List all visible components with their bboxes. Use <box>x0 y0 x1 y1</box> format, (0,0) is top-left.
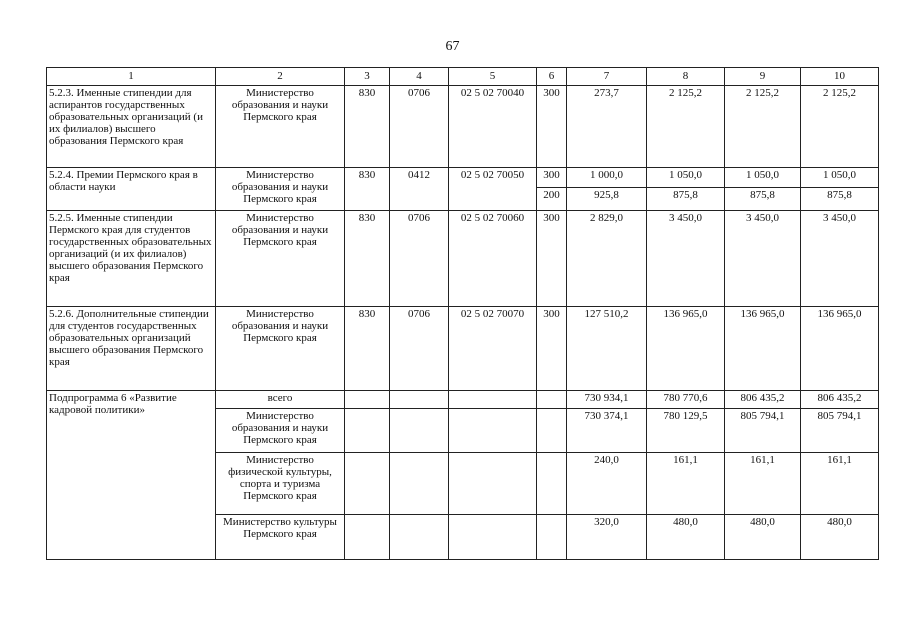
value-cell: 480,0 <box>725 515 801 560</box>
header-row <box>47 68 879 86</box>
table-row <box>47 211 879 307</box>
value-cell: 806 435,2 <box>725 391 801 409</box>
value-cell: 3 450,0 <box>725 211 801 307</box>
ministry-cell: Министерство культуры Пермского края <box>216 515 345 560</box>
value-cell: 2 125,2 <box>647 86 725 168</box>
code-cell: 830 <box>345 168 390 211</box>
value-cell: 730 934,1 <box>567 391 647 409</box>
target-code-cell: 02 5 02 70040 <box>449 86 537 168</box>
type-cell: 300 <box>537 211 567 307</box>
value-cell: 273,7 <box>567 86 647 168</box>
value-cell: 730 374,1 <box>567 409 647 453</box>
header-cell: 4 <box>390 68 449 86</box>
type-cell: 300 <box>537 86 567 168</box>
value-cell: 136 965,0 <box>725 307 801 391</box>
value-cell: 161,1 <box>725 453 801 515</box>
budget-table <box>46 67 879 560</box>
value-cell: 136 965,0 <box>647 307 725 391</box>
type-cell: 300 <box>537 307 567 391</box>
page-number: 67 <box>445 39 460 54</box>
value-cell: 2 125,2 <box>725 86 801 168</box>
value-cell: 875,8 <box>801 188 879 211</box>
value-cell: 875,8 <box>725 188 801 211</box>
table-row <box>47 307 879 391</box>
value-cell: 161,1 <box>647 453 725 515</box>
table-row <box>47 86 879 168</box>
value-cell: 3 450,0 <box>801 211 879 307</box>
value-cell: 320,0 <box>567 515 647 560</box>
header-cell: 8 <box>647 68 725 86</box>
value-cell: 3 450,0 <box>647 211 725 307</box>
value-cell: 240,0 <box>567 453 647 515</box>
header-cell: 9 <box>725 68 801 86</box>
ministry-cell: Министерство образования и науки Пермского края <box>216 168 345 211</box>
header-cell: 6 <box>537 68 567 86</box>
subprogram-name: Подпрограмма 6 «Развитие кадровой политики» <box>47 391 216 560</box>
value-cell: 1 050,0 <box>725 168 801 188</box>
value-cell: 2 125,2 <box>801 86 879 168</box>
type-cell: 300 <box>537 168 567 188</box>
header-cell: 10 <box>801 68 879 86</box>
header-cell: 7 <box>567 68 647 86</box>
value-cell: 480,0 <box>647 515 725 560</box>
target-code-cell: 02 5 02 70060 <box>449 211 537 307</box>
ministry-cell: всего <box>216 391 345 409</box>
item-name: 5.2.6. Дополнительные стипендии для студентов государственных образовательных организаций высшего образования Пермского края <box>47 307 216 391</box>
value-cell: 1 050,0 <box>647 168 725 188</box>
value-cell: 1 050,0 <box>801 168 879 188</box>
code-cell: 830 <box>345 86 390 168</box>
value-cell: 925,8 <box>567 188 647 211</box>
header-cell: 2 <box>216 68 345 86</box>
code-cell: 830 <box>345 211 390 307</box>
ministry-cell: Министерство образования и науки Пермского края <box>216 211 345 307</box>
item-name: 5.2.5. Именные стипендии Пермского края для студентов государственных образовательных организаций (и их филиалов) высшего образования Пермского края <box>47 211 216 307</box>
value-cell: 161,1 <box>801 453 879 515</box>
value-cell: 480,0 <box>801 515 879 560</box>
section-cell: 0412 <box>390 168 449 211</box>
header-cell: 3 <box>345 68 390 86</box>
type-cell: 200 <box>537 188 567 211</box>
header-cell: 5 <box>449 68 537 86</box>
target-code-cell: 02 5 02 70050 <box>449 168 537 211</box>
table-row <box>47 168 879 188</box>
value-cell: 780 770,6 <box>647 391 725 409</box>
ministry-cell: Министерство образования и науки Пермского края <box>216 409 345 453</box>
target-code-cell: 02 5 02 70070 <box>449 307 537 391</box>
value-cell: 127 510,2 <box>567 307 647 391</box>
item-name: 5.2.4. Премии Пермского края в области науки <box>47 168 216 211</box>
code-cell: 830 <box>345 307 390 391</box>
header-cell: 1 <box>47 68 216 86</box>
value-cell: 2 829,0 <box>567 211 647 307</box>
value-cell: 1 000,0 <box>567 168 647 188</box>
value-cell: 136 965,0 <box>801 307 879 391</box>
ministry-cell: Министерство образования и науки Пермского края <box>216 307 345 391</box>
value-cell: 806 435,2 <box>801 391 879 409</box>
value-cell: 805 794,1 <box>801 409 879 453</box>
section-cell: 0706 <box>390 86 449 168</box>
ministry-cell: Министерство физической культуры, спорта и туризма Пермского края <box>216 453 345 515</box>
section-cell: 0706 <box>390 307 449 391</box>
value-cell: 780 129,5 <box>647 409 725 453</box>
item-name: 5.2.3. Именные стипендии для аспирантов государственных образовательных организаций (и их филиалов) высшего образования Пермского края <box>47 86 216 168</box>
ministry-cell: Министерство образования и науки Пермского края <box>216 86 345 168</box>
value-cell: 805 794,1 <box>725 409 801 453</box>
section-cell: 0706 <box>390 211 449 307</box>
table-row <box>47 391 879 409</box>
value-cell: 875,8 <box>647 188 725 211</box>
